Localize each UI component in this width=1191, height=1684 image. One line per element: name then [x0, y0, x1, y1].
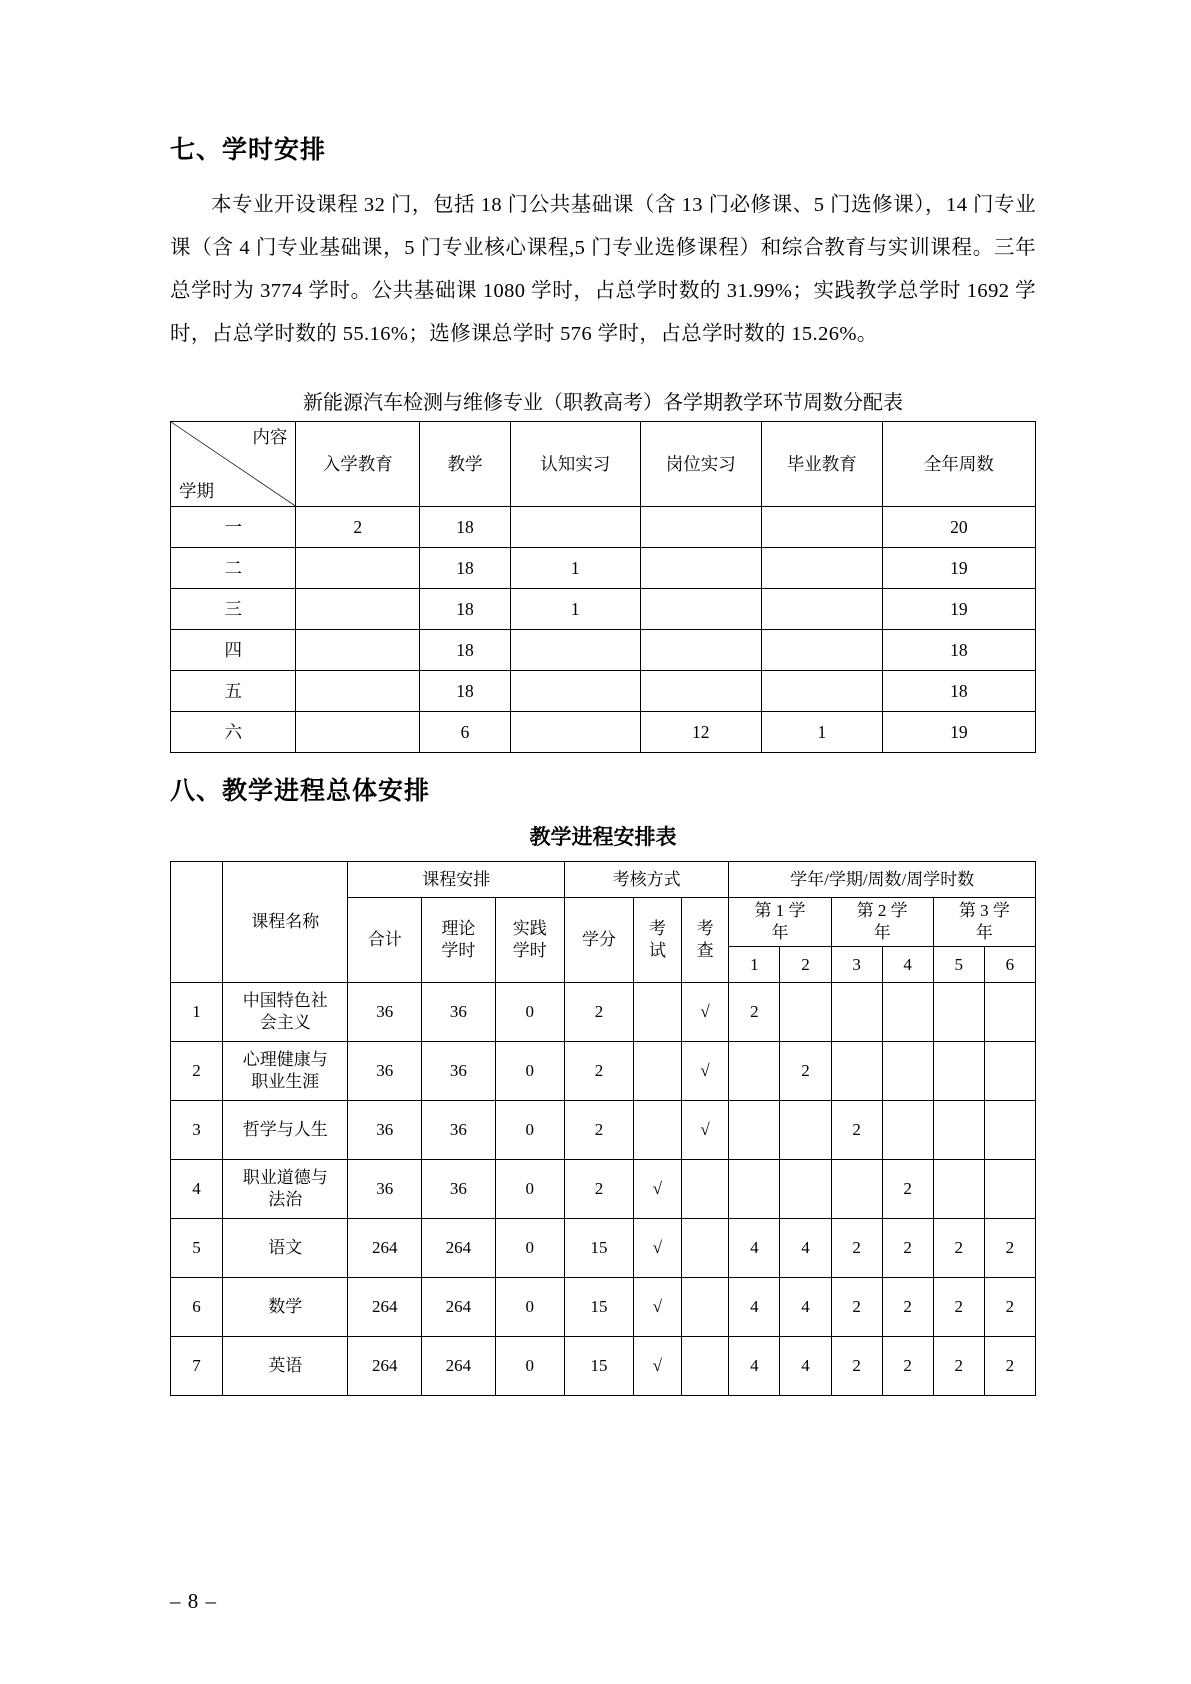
term-hours: 2: [882, 1160, 933, 1219]
term-hours: 2: [933, 1337, 984, 1396]
table-row: [171, 589, 1036, 630]
term-hours: [882, 1042, 933, 1101]
table-row: [171, 507, 1036, 548]
week-cell: 19: [882, 589, 1035, 630]
week-cell: [761, 589, 882, 630]
group-header-course-arrange: 课程安排: [348, 862, 564, 898]
course-name: 数学: [222, 1278, 348, 1337]
table-row: [171, 671, 1036, 712]
total-hours: 36: [348, 1042, 422, 1101]
section-heading-7: 七、学时安排: [170, 135, 327, 164]
year2-line2: 年: [873, 923, 891, 942]
term-hours: [933, 1042, 984, 1101]
term-hours: 2: [984, 1219, 1035, 1278]
week-header-cell: 毕业教育: [761, 422, 882, 507]
term-hours: 4: [729, 1278, 780, 1337]
term-hours: [780, 1160, 831, 1219]
row-index: 7: [171, 1337, 223, 1396]
term-hours: 2: [729, 983, 780, 1042]
col-header-year1: [729, 898, 831, 947]
col-header-term: 2: [780, 947, 831, 983]
corner-top-label: 内容: [252, 427, 288, 447]
week-cell: 18: [420, 507, 511, 548]
week-table-header-row: [171, 422, 1036, 507]
progress-header-row-1: [171, 862, 1036, 898]
term-hours: 2: [831, 1337, 882, 1396]
week-cell: 1: [510, 589, 640, 630]
course-name-line2: 会主义: [259, 1013, 311, 1032]
theory-line1: 理论: [441, 919, 476, 938]
week-allocation-table: [170, 421, 1036, 753]
table-row: [171, 1337, 1036, 1396]
term-hours: 2: [882, 1278, 933, 1337]
col-header-check: [681, 898, 729, 983]
term-hours: 2: [882, 1219, 933, 1278]
col-header-theory-hours: [422, 898, 496, 983]
theory-hours: 36: [422, 1042, 496, 1101]
check-mark: √: [681, 1101, 729, 1160]
table-row: [171, 1042, 1036, 1101]
course-name-line1: 中国特色社: [242, 991, 328, 1010]
theory-hours: 264: [422, 1278, 496, 1337]
table-row: [171, 1219, 1036, 1278]
week-table-corner-cell: [171, 422, 296, 507]
week-cell: 19: [882, 712, 1035, 753]
week-cell: 1: [510, 548, 640, 589]
exam-line2: 试: [648, 941, 666, 960]
practice-line2: 学时: [512, 941, 547, 960]
practice-hours: 0: [495, 1042, 564, 1101]
week-cell: [510, 630, 640, 671]
week-cell: 20: [882, 507, 1035, 548]
table-row: [171, 712, 1036, 753]
term-hours: [831, 1160, 882, 1219]
col-header-term: 6: [984, 947, 1035, 983]
exam-mark: [634, 1042, 682, 1101]
term-label: 三: [171, 589, 296, 630]
theory-hours: 36: [422, 1160, 496, 1219]
check-mark: [681, 1219, 729, 1278]
week-cell: 18: [882, 630, 1035, 671]
week-cell: 18: [420, 630, 511, 671]
check-mark: [681, 1337, 729, 1396]
credit-value: 2: [564, 1101, 633, 1160]
year2-line1: 第 2 学: [856, 901, 908, 920]
practice-hours: 0: [495, 1278, 564, 1337]
week-header-cell: 岗位实习: [640, 422, 761, 507]
week-cell: 19: [882, 548, 1035, 589]
year1-line1: 第 1 学: [754, 901, 806, 920]
theory-hours: 36: [422, 1101, 496, 1160]
col-header-credit: 学分: [564, 898, 633, 983]
term-hours: 2: [882, 1337, 933, 1396]
practice-hours: 0: [495, 1219, 564, 1278]
week-header-cell: 全年周数: [882, 422, 1035, 507]
exam-mark: [634, 983, 682, 1042]
practice-hours: 0: [495, 1160, 564, 1219]
course-name-line2: 职业生涯: [251, 1072, 320, 1091]
course-name: [222, 1042, 348, 1101]
term-label: 六: [171, 712, 296, 753]
term-hours: 2: [984, 1337, 1035, 1396]
term-hours: [882, 1101, 933, 1160]
term-hours: [933, 1101, 984, 1160]
course-name: 语文: [222, 1219, 348, 1278]
progress-table-caption: 教学进程安排表: [529, 825, 677, 849]
term-hours: 4: [729, 1337, 780, 1396]
course-name: 英语: [222, 1337, 348, 1396]
credit-value: 15: [564, 1219, 633, 1278]
group-header-assessment: 考核方式: [564, 862, 728, 898]
term-hours: [831, 1042, 882, 1101]
year1-line2: 年: [771, 923, 789, 942]
week-header-cell: 教学: [420, 422, 511, 507]
week-cell: 18: [420, 548, 511, 589]
term-hours: [729, 1101, 780, 1160]
course-name-line1: 心理健康与: [242, 1050, 328, 1069]
course-name: [222, 983, 348, 1042]
check-line1: 考: [696, 919, 714, 938]
term-hours: [984, 1160, 1035, 1219]
credit-value: 2: [564, 1042, 633, 1101]
week-cell: 18: [420, 589, 511, 630]
week-cell: 12: [640, 712, 761, 753]
week-cell: [296, 712, 420, 753]
row-index: 1: [171, 983, 223, 1042]
teaching-progress-table: [170, 861, 1036, 1396]
course-name: 哲学与人生: [222, 1101, 348, 1160]
week-cell: [761, 671, 882, 712]
week-cell: [296, 671, 420, 712]
credit-value: 2: [564, 1160, 633, 1219]
check-mark: [681, 1278, 729, 1337]
theory-line2: 学时: [441, 941, 476, 960]
col-header-term: 1: [729, 947, 780, 983]
check-line2: 查: [696, 941, 714, 960]
row-index: 4: [171, 1160, 223, 1219]
row-index: 2: [171, 1042, 223, 1101]
term-hours: [780, 983, 831, 1042]
term-hours: [729, 1160, 780, 1219]
col-header-total: 合计: [348, 898, 422, 983]
check-mark: √: [681, 983, 729, 1042]
total-hours: 264: [348, 1337, 422, 1396]
week-header-cell: 入学教育: [296, 422, 420, 507]
term-hours: 2: [984, 1278, 1035, 1337]
row-index: 6: [171, 1278, 223, 1337]
col-header-course-name: 课程名称: [222, 862, 348, 983]
week-cell: [640, 589, 761, 630]
term-hours: 4: [780, 1278, 831, 1337]
total-hours: 36: [348, 1160, 422, 1219]
week-table-caption: 新能源汽车检测与维修专业（职教高考）各学期教学环节周数分配表: [303, 392, 903, 414]
term-hours: [933, 1160, 984, 1219]
exam-mark: √: [634, 1160, 682, 1219]
week-cell: [640, 548, 761, 589]
col-header-practice-hours: [495, 898, 564, 983]
term-hours: [780, 1101, 831, 1160]
week-cell: [510, 712, 640, 753]
table-row: [171, 1160, 1036, 1219]
total-hours: 264: [348, 1219, 422, 1278]
week-cell: [296, 548, 420, 589]
section-heading-8: 八、教学进程总体安排: [170, 776, 431, 805]
term-hours: 4: [780, 1337, 831, 1396]
term-hours: [933, 983, 984, 1042]
table-row: [171, 983, 1036, 1042]
theory-hours: 264: [422, 1219, 496, 1278]
credit-value: 15: [564, 1278, 633, 1337]
theory-hours: 36: [422, 983, 496, 1042]
term-label: 四: [171, 630, 296, 671]
exam-mark: √: [634, 1337, 682, 1396]
theory-hours: 264: [422, 1337, 496, 1396]
col-header-year2: [831, 898, 933, 947]
week-cell: 6: [420, 712, 511, 753]
week-cell: [761, 507, 882, 548]
col-header-term: 3: [831, 947, 882, 983]
col-header-exam: [634, 898, 682, 983]
course-name-line2: 法治: [268, 1190, 303, 1209]
check-mark: √: [681, 1042, 729, 1101]
table-row: [171, 630, 1036, 671]
week-header-cell: 认知实习: [510, 422, 640, 507]
term-hours: 2: [831, 1278, 882, 1337]
week-cell: [640, 507, 761, 548]
term-hours: [729, 1042, 780, 1101]
exam-mark: [634, 1101, 682, 1160]
week-cell: [296, 630, 420, 671]
total-hours: 36: [348, 983, 422, 1042]
exam-mark: √: [634, 1219, 682, 1278]
course-name-line1: 职业道德与: [242, 1168, 328, 1187]
week-cell: [510, 507, 640, 548]
term-hours: [984, 983, 1035, 1042]
credit-value: 2: [564, 983, 633, 1042]
week-cell: 1: [761, 712, 882, 753]
total-hours: 36: [348, 1101, 422, 1160]
week-cell: 18: [420, 671, 511, 712]
term-hours: [831, 983, 882, 1042]
week-cell: [761, 548, 882, 589]
week-cell: [761, 630, 882, 671]
practice-hours: 0: [495, 1101, 564, 1160]
term-hours: 2: [933, 1278, 984, 1337]
term-hours: [984, 1042, 1035, 1101]
term-label: 二: [171, 548, 296, 589]
week-cell: [510, 671, 640, 712]
course-name: [222, 1160, 348, 1219]
year3-line1: 第 3 学: [958, 901, 1010, 920]
year3-line2: 年: [975, 923, 993, 942]
corner-bottom-label: 学期: [179, 481, 214, 501]
exam-line1: 考: [648, 919, 666, 938]
term-label: 五: [171, 671, 296, 712]
col-header-year3: [933, 898, 1035, 947]
table-row: [171, 548, 1036, 589]
section-7-paragraph: 本专业开设课程 32 门，包括 18 门公共基础课（含 13 门必修课、5 门选修课），14 门专业课（含 4 门专业基础课，5 门专业核心课程,5 门专业选修课程）和综合教育与实训课程。三年总学时为 3774 学时。公共基础课 1080 学时，占总学时数的 31.99%；实践教学总学时 1692 学时，占总学时数的 55.16%；选修课总学时 576 学时，占总学时数的 15.26%。: [170, 194, 1036, 345]
term-hours: 4: [780, 1219, 831, 1278]
check-mark: [681, 1160, 729, 1219]
term-label: 一: [171, 507, 296, 548]
week-cell: [296, 589, 420, 630]
term-hours: [984, 1101, 1035, 1160]
table-row: [171, 1101, 1036, 1160]
exam-mark: √: [634, 1278, 682, 1337]
practice-hours: 0: [495, 1337, 564, 1396]
week-cell: [640, 671, 761, 712]
row-index: 3: [171, 1101, 223, 1160]
credit-value: 15: [564, 1337, 633, 1396]
col-header-term: 5: [933, 947, 984, 983]
row-index: 5: [171, 1219, 223, 1278]
week-cell: [640, 630, 761, 671]
term-hours: 2: [831, 1101, 882, 1160]
col-header-term: 4: [882, 947, 933, 983]
term-hours: 2: [780, 1042, 831, 1101]
week-cell: 18: [882, 671, 1035, 712]
practice-line1: 实践: [512, 919, 547, 938]
practice-hours: 0: [495, 983, 564, 1042]
table-row: [171, 1278, 1036, 1337]
week-cell: 2: [296, 507, 420, 548]
col-header-index: [171, 862, 223, 983]
page-number: – 8 –: [170, 1589, 217, 1613]
term-hours: 2: [933, 1219, 984, 1278]
group-header-years: 学年/学期/周数/周学时数: [729, 862, 1036, 898]
term-hours: 2: [831, 1219, 882, 1278]
total-hours: 264: [348, 1278, 422, 1337]
term-hours: [882, 983, 933, 1042]
term-hours: 4: [729, 1219, 780, 1278]
